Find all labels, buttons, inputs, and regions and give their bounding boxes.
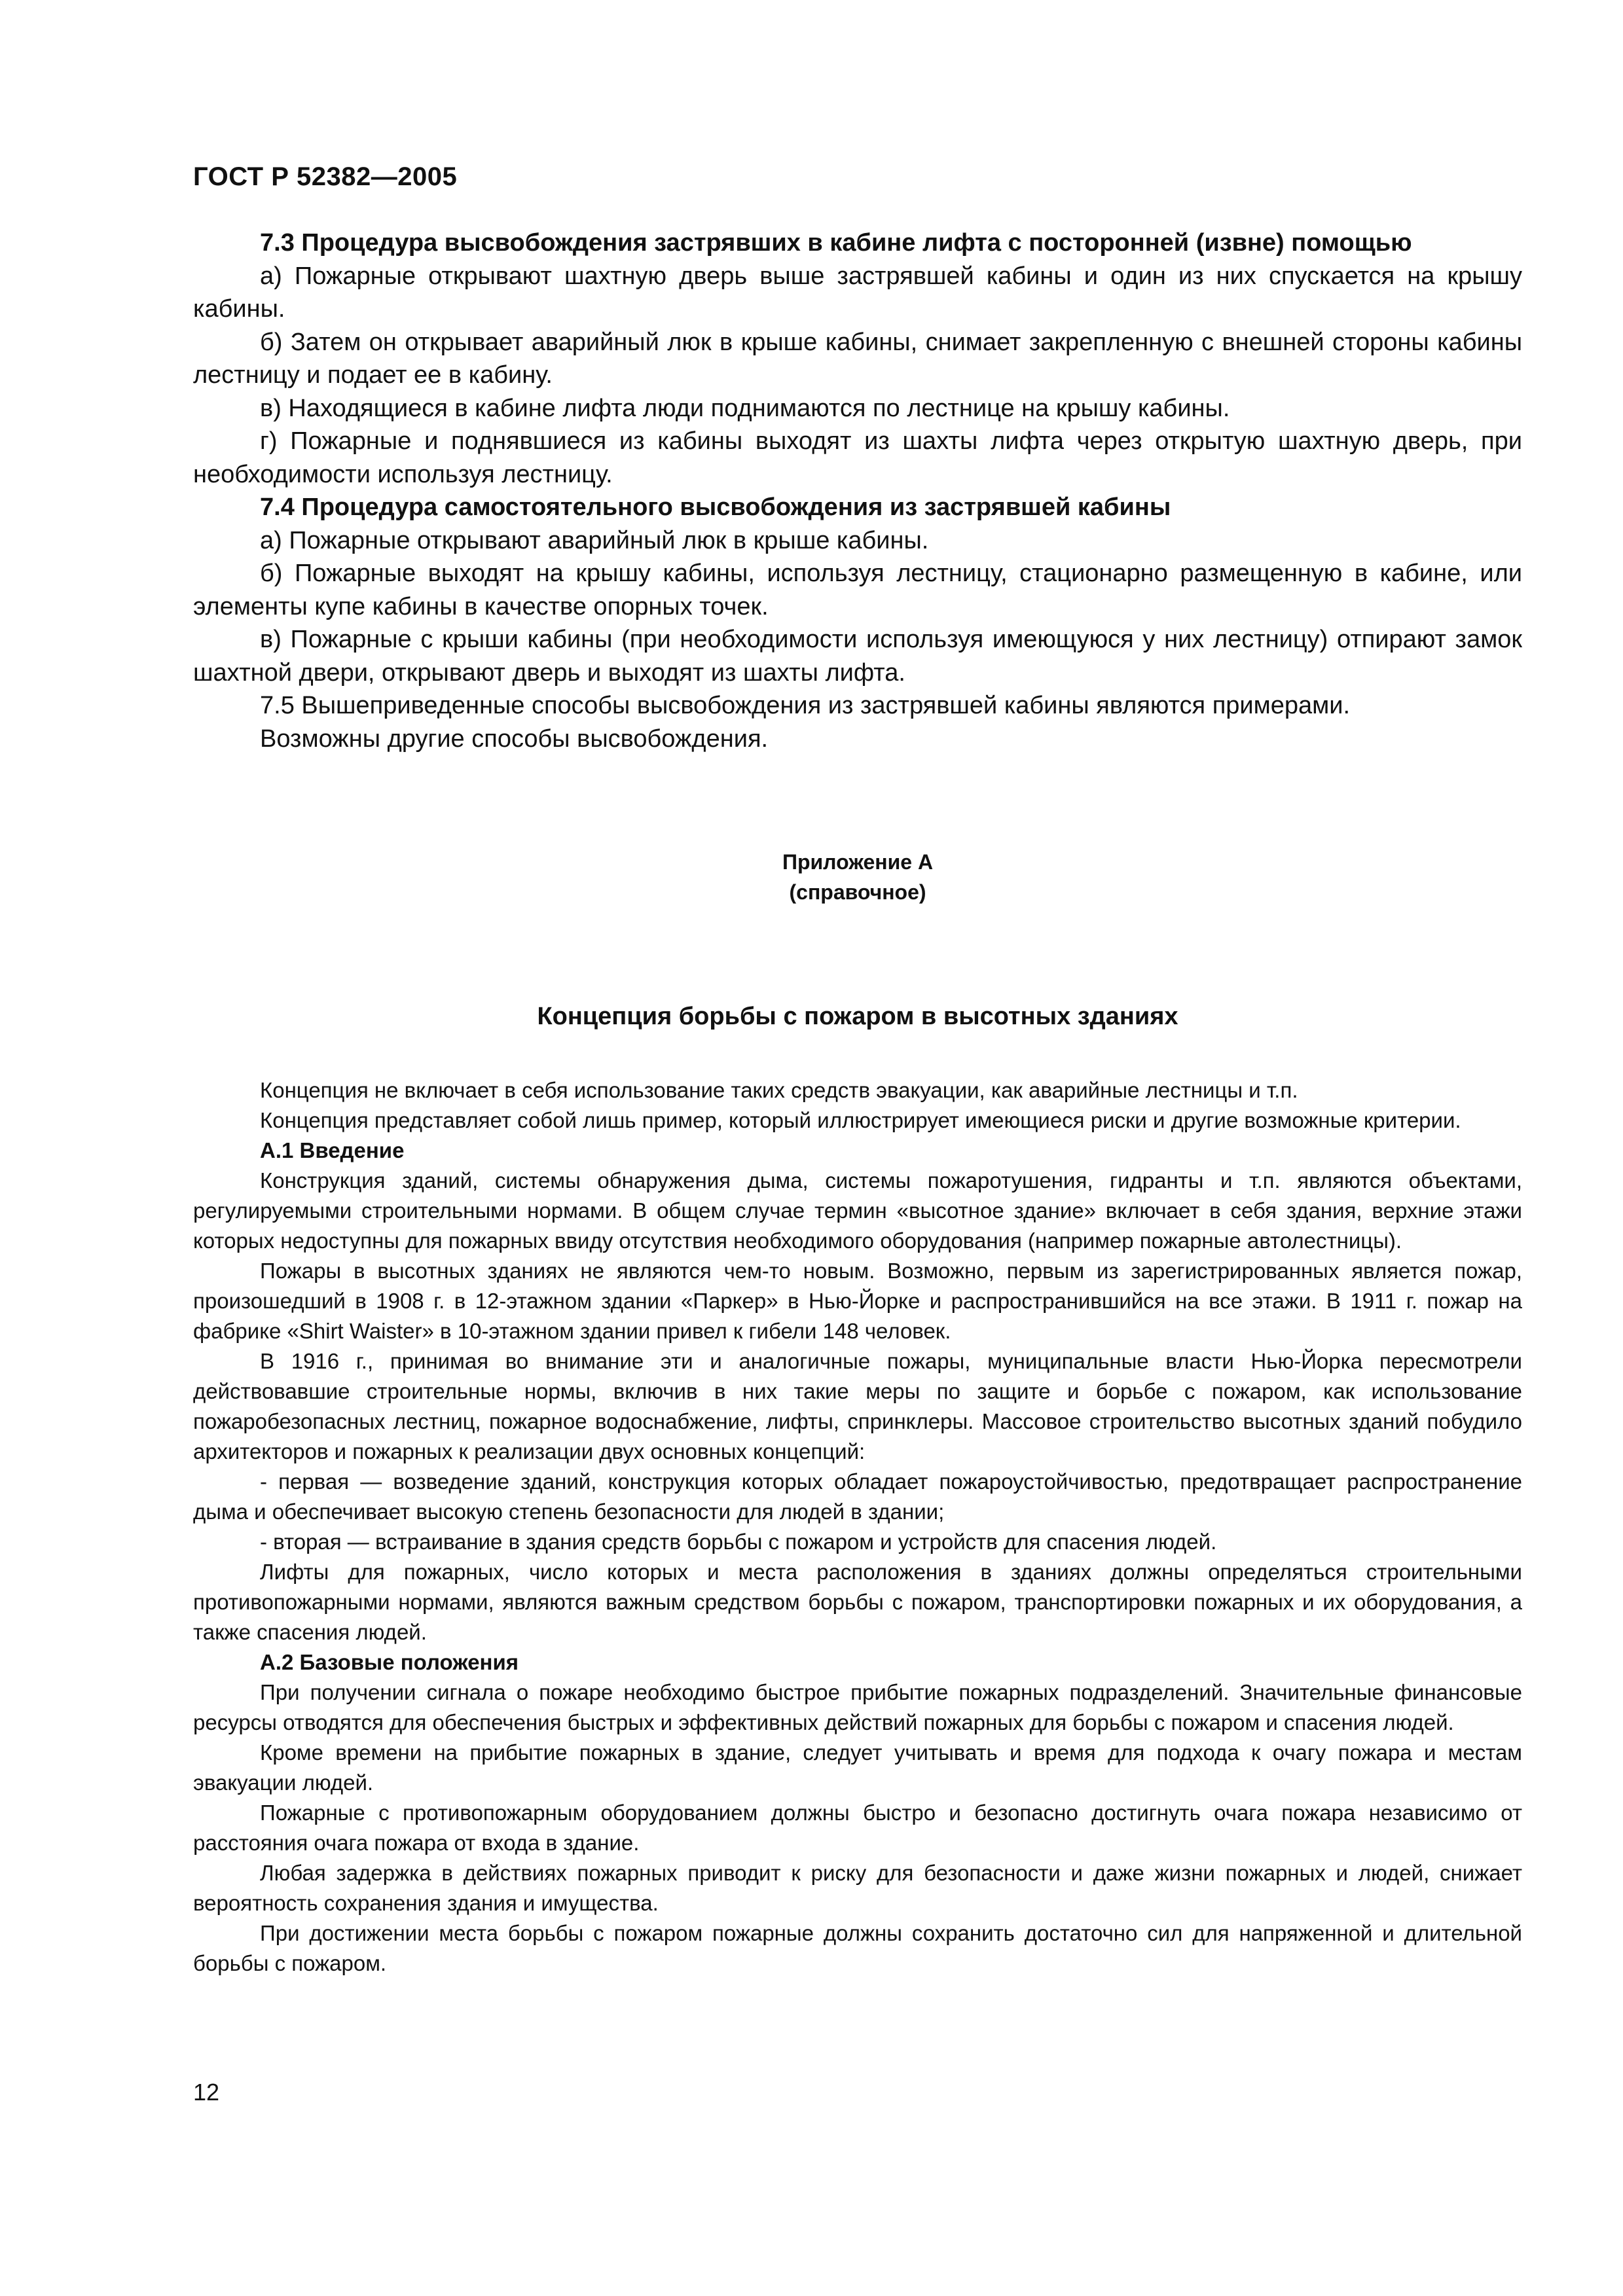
appendix-heading-block — [193, 847, 1522, 907]
section-heading: 7.4 Процедура самостоятельного высвобождения из застрявшей кабины — [260, 493, 1171, 521]
appendix-status: (справочное) — [789, 880, 926, 904]
appendix-title: Концепция борьбы с пожаром в высотных зданиях — [537, 1003, 1178, 1030]
document-code-header: ГОСТ Р 52382—2005 — [193, 162, 458, 191]
page-number: 12 — [193, 2079, 220, 2106]
paragraph: а) Пожарные открывают шахтную дверь выше застрявшей кабины и один из них спускается на крышу кабины. — [193, 262, 1522, 323]
paragraph: Возможны другие способы высвобождения. — [260, 725, 769, 753]
subsection-heading: А.1 Введение — [260, 1138, 405, 1162]
paragraph: Пожарные с противопожарным оборудованием должны быстро и безопасно достигнуть очага пожара независимо от расстояния очага пожара от входа в здание. — [193, 1801, 1522, 1855]
paragraph: 7.5 Вышеприведенные способы высвобождения из застрявшей кабины являются примерами. — [260, 692, 1351, 719]
paragraph: - вторая — встраивание в здания средств борьбы с пожаром и устройств для спасения людей. — [260, 1530, 1217, 1554]
paragraph: Кроме времени на прибытие пожарных в здание, следует учитывать и время для подхода к очагу пожара и местам эвакуации людей. — [193, 1740, 1522, 1795]
paragraph: г) Пожарные и поднявшиеся из кабины выходят из шахты лифта через открытую шахтную дверь, при необходимости используя лестницу. — [193, 427, 1522, 488]
paragraph: Лифты для пожарных, число которых и места расположения в зданиях должны определяться строительными противопожарными нормами, являются важным средством борьбы с пожаром, транспортировки пожарных и их оборудования, а также спасения людей. — [193, 1560, 1522, 1644]
paragraph: Любая задержка в действиях пожарных приводит к риску для безопасности и даже жизни пожарных и людей, снижает вероятность сохранения здания и имущества. — [193, 1861, 1522, 1915]
appendix-label: Приложение А — [782, 850, 934, 874]
section-heading: 7.3 Процедура высвобождения застрявших в кабине лифта с посторонней (извне) помощью — [260, 229, 1412, 257]
paragraph: б) Пожарные выходят на крышу кабины, используя лестницу, стационарно размещенную в кабине, или элементы купе кабины в качестве опорных точек. — [193, 560, 1522, 620]
paragraph: Конструкция зданий, системы обнаружения дыма, системы пожаротушения, гидранты и т.п. являются объектами, регулируемыми строительными нормами. В общем случае термин «высотное здание» включает в себя здания, верхние этажи которых недоступны для пожарных ввиду отсутствия необходимого оборудования (например пожарные автолестницы). — [193, 1168, 1522, 1253]
paragraph: в) Находящиеся в кабине лифта люди поднимаются по лестнице на крышу кабины. — [260, 394, 1230, 422]
paragraph: Концепция не включает в себя использование таких средств эвакуации, как аварийные лестницы и т.п. — [260, 1078, 1298, 1102]
paragraph: Концепция представляет собой лишь пример, который иллюстрирует имеющиеся риски и другие возможные критерии. — [260, 1108, 1461, 1132]
subsection-heading: А.2 Базовые положения — [260, 1650, 519, 1674]
paragraph: При достижении места борьбы с пожаром пожарные должны сохранить достаточно сил для напряженной и длительной борьбы с пожаром. — [193, 1921, 1522, 1975]
paragraph: б) Затем он открывает аварийный люк в крыше кабины, снимает закрепленную с внешней стороны кабины лестницу и подает ее в кабину. — [193, 328, 1522, 389]
paragraph: При получении сигнала о пожаре необходимо быстрое прибытие пожарных подразделений. Значительные финансовые ресурсы отводятся для обеспечения быстрых и эффективных действий пожарных для борьбы с пожаром и спасения людей. — [193, 1680, 1522, 1734]
paragraph: Пожары в высотных зданиях не являются чем-то новым. Возможно, первым из зарегистрированных является пожар, произошедший в 1908 г. в 12-этажном здании «Паркер» в Нью-Йорке и распространившийся на все этажи. В 1911 г. пожар на фабрике «Shirt Waister» в 10-этажном здании привел к гибели 148 человек. — [193, 1259, 1522, 1343]
appendix-body — [193, 1075, 1522, 1979]
paragraph: В 1916 г., принимая во внимание эти и аналогичные пожары, муниципальные власти Нью-Йорка пересмотрели действовавшие строительные нормы, включив в них такие меры по защите и борьбе с пожаром, как использование пожаробезопасных лестниц, пожарное водоснабжение, лифты, спринклеры. Массовое строительство высотных зданий побудило архитекторов и пожарных к реализации двух основных концепций: — [193, 1349, 1522, 1463]
section-7-body — [193, 226, 1522, 755]
paragraph: в) Пожарные с крыши кабины (при необходимости используя имеющуюся у них лестницу) отпирают замок шахтной двери, открывают дверь и выходят из шахты лифта. — [193, 626, 1522, 687]
paragraph: а) Пожарные открывают аварийный люк в крыше кабины. — [260, 526, 929, 554]
paragraph: - первая — возведение зданий, конструкция которых обладает пожароустойчивостью, предотвращает распространение дыма и обеспечивает высокую степень безопасности для людей в здании; — [193, 1469, 1522, 1524]
